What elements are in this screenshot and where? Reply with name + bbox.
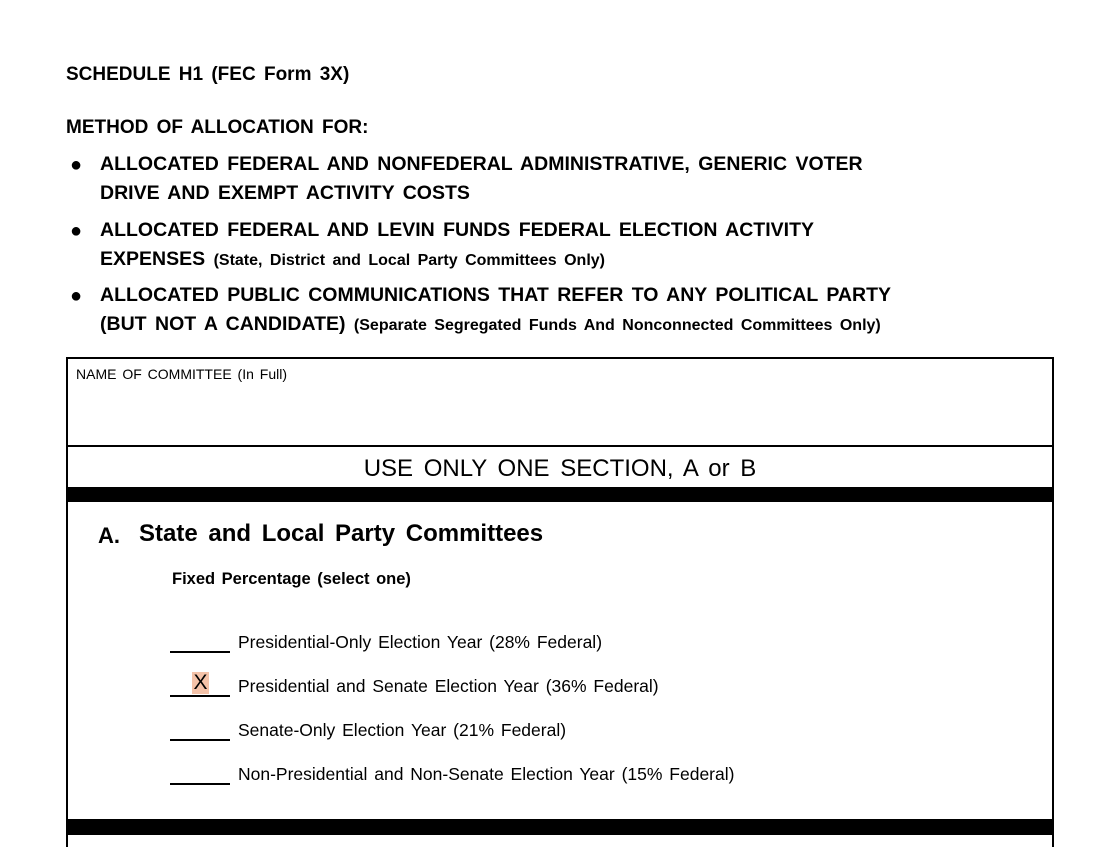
committee-form <box>66 357 1054 847</box>
bullet-note: (Separate Segregated Funds And Nonconnected Committees Only) <box>353 317 881 334</box>
fixed-percentage-label: Fixed Percentage (select one) <box>172 570 411 588</box>
bullet-line <box>100 310 881 340</box>
divider <box>68 445 1052 447</box>
bullet-line: ALLOCATED FEDERAL AND NONFEDERAL ADMINISTRATIVE, GENERIC VOTER <box>100 153 863 175</box>
bullet-line: ALLOCATED PUBLIC COMMUNICATIONS THAT REFER TO ANY POLITICAL PARTY <box>100 284 891 306</box>
option-label: Senate-Only Election Year (21% Federal) <box>238 720 567 740</box>
section-divider-bar <box>68 819 1052 835</box>
use-only-heading: USE ONLY ONE SECTION, A or B <box>363 455 757 482</box>
bullet-line-text: (BUT NOT A CANDIDATE) <box>100 313 346 335</box>
bullet-line-text: EXPENSES <box>100 248 206 270</box>
bullet-line: ALLOCATED FEDERAL AND LEVIN FUNDS FEDERAL ELECTION ACTIVITY <box>100 219 814 241</box>
option-label: Presidential-Only Election Year (28% Federal) <box>238 632 603 652</box>
bullet-note: (State, District and Local Party Committees Only) <box>213 252 605 269</box>
bullet-dot-icon: ● <box>70 154 83 176</box>
section-a-letter: A. <box>98 523 120 548</box>
option-blank[interactable] <box>170 739 230 741</box>
option-blank[interactable] <box>170 651 230 653</box>
committee-name-field[interactable] <box>76 389 1036 439</box>
bullet-dot-icon: ● <box>70 220 83 242</box>
committee-name-label: NAME OF COMMITTEE (In Full) <box>76 366 287 382</box>
schedule-title: SCHEDULE H1 (FEC Form 3X) <box>66 64 350 85</box>
section-a-title: State and Local Party Committees <box>139 520 544 547</box>
method-heading: METHOD OF ALLOCATION FOR: <box>66 117 369 138</box>
bullet-dot-icon: ● <box>70 285 83 307</box>
option-blank[interactable] <box>170 695 230 697</box>
selected-x-mark[interactable]: X <box>193 671 208 694</box>
option-blank[interactable] <box>170 783 230 785</box>
bullet-line <box>100 245 605 275</box>
option-label: Non-Presidential and Non-Senate Election Year (15% Federal) <box>238 764 735 784</box>
bullet-line: DRIVE AND EXEMPT ACTIVITY COSTS <box>100 182 470 204</box>
option-label: Presidential and Senate Election Year (36% Federal) <box>238 676 659 696</box>
section-divider-bar <box>68 487 1052 502</box>
